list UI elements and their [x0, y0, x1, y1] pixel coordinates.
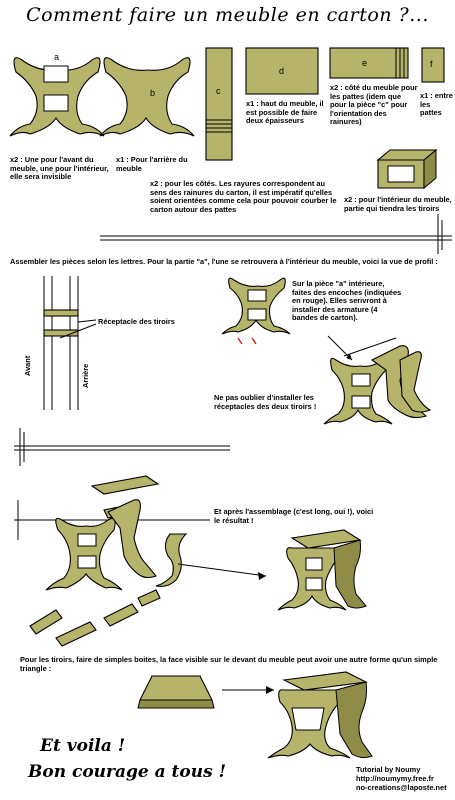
footer-et-voila: Et voila ! [40, 736, 126, 756]
piece-a [10, 58, 104, 136]
section2-intro: Assembler les pièces selon les lettres. Pour la partie "a", l'une se retrouvera à l'intérieur du meuble, voici la vue de profil : [10, 257, 438, 266]
separator-1 [100, 214, 452, 254]
piece-a-notched [222, 278, 290, 344]
caption-box: x2 : pour l'intérieur du meuble, partie qui tiendra les tiroirs [344, 195, 452, 213]
piece-f [422, 48, 444, 82]
caption-c: x2 : pour les côtés. Les rayures correspondent au sens des rainures du carton, il est impératif qu'elles soient orientées comme cela pour pouvoir courber le carton autour des pattes [150, 179, 337, 214]
assembled-armature [324, 338, 430, 424]
caption-a: x2 : Une pour l'avant du meuble, une pour l'intérieur, elle sera invisible [10, 155, 109, 182]
piece-c [206, 48, 232, 160]
caption-e: x2 : côté du meuble pour les pattes (idem que pour la pièce "c" pour l'orientation des rainures) [330, 83, 418, 127]
drawers-note: Pour les tiroirs, faire de simples boites, la face visible sur le devant du meuble peut avoir une autre forme qu'un simple triangle : [20, 655, 438, 673]
piece-e-letter: e [362, 58, 368, 68]
caption-f: x1 : entre les pattes [420, 91, 453, 118]
exploded-view [30, 476, 186, 646]
piece-c-letter: c [216, 86, 221, 96]
separator-2 [14, 428, 230, 466]
profile-view [44, 276, 96, 410]
final-furniture [268, 672, 372, 758]
piece-b [100, 58, 194, 136]
avant-label: Avant [23, 355, 32, 376]
drawer-front [138, 676, 214, 708]
credit-author: Tutorial by Noumy [356, 765, 421, 774]
result-note: Et après l'assemblage (c'est long, oui !), voici le résultat ! [214, 507, 374, 525]
page-title: Comment faire un meuble en carton ?... [26, 4, 429, 26]
piece-a-letter: a [54, 52, 60, 62]
footer-bon-courage: Bon courage a tous ! [28, 762, 227, 782]
credit-site[interactable]: http://noumymy.free.fr [356, 774, 434, 783]
notches-note: Sur la pièce "a" intérieure, faites des encoches (indiquées en rouge). Elles serivront à installer des armature (4 bandes de carton). [292, 279, 402, 323]
piece-e [330, 48, 408, 78]
piece-b-letter: b [150, 88, 156, 98]
arrow-to-result [178, 564, 266, 576]
caption-b: x1 : Pour l'arrière du meuble [116, 155, 188, 173]
piece-f-letter: f [430, 59, 433, 69]
reminder-note: Ne pas oublier d'installer les réceptacles des deux tiroirs ! [214, 393, 317, 411]
receptacle-label: Réceptacle des tiroirs [98, 317, 175, 326]
drawer-box [378, 150, 436, 188]
piece-d-letter: d [279, 66, 285, 76]
result-furniture [278, 530, 366, 610]
credit-email[interactable]: no-creations@laposte.net [356, 783, 447, 792]
arriere-label: Arrière [81, 363, 90, 388]
caption-d: x1 : haut du meuble, il est possible de faire deux épaisseurs [246, 99, 324, 126]
